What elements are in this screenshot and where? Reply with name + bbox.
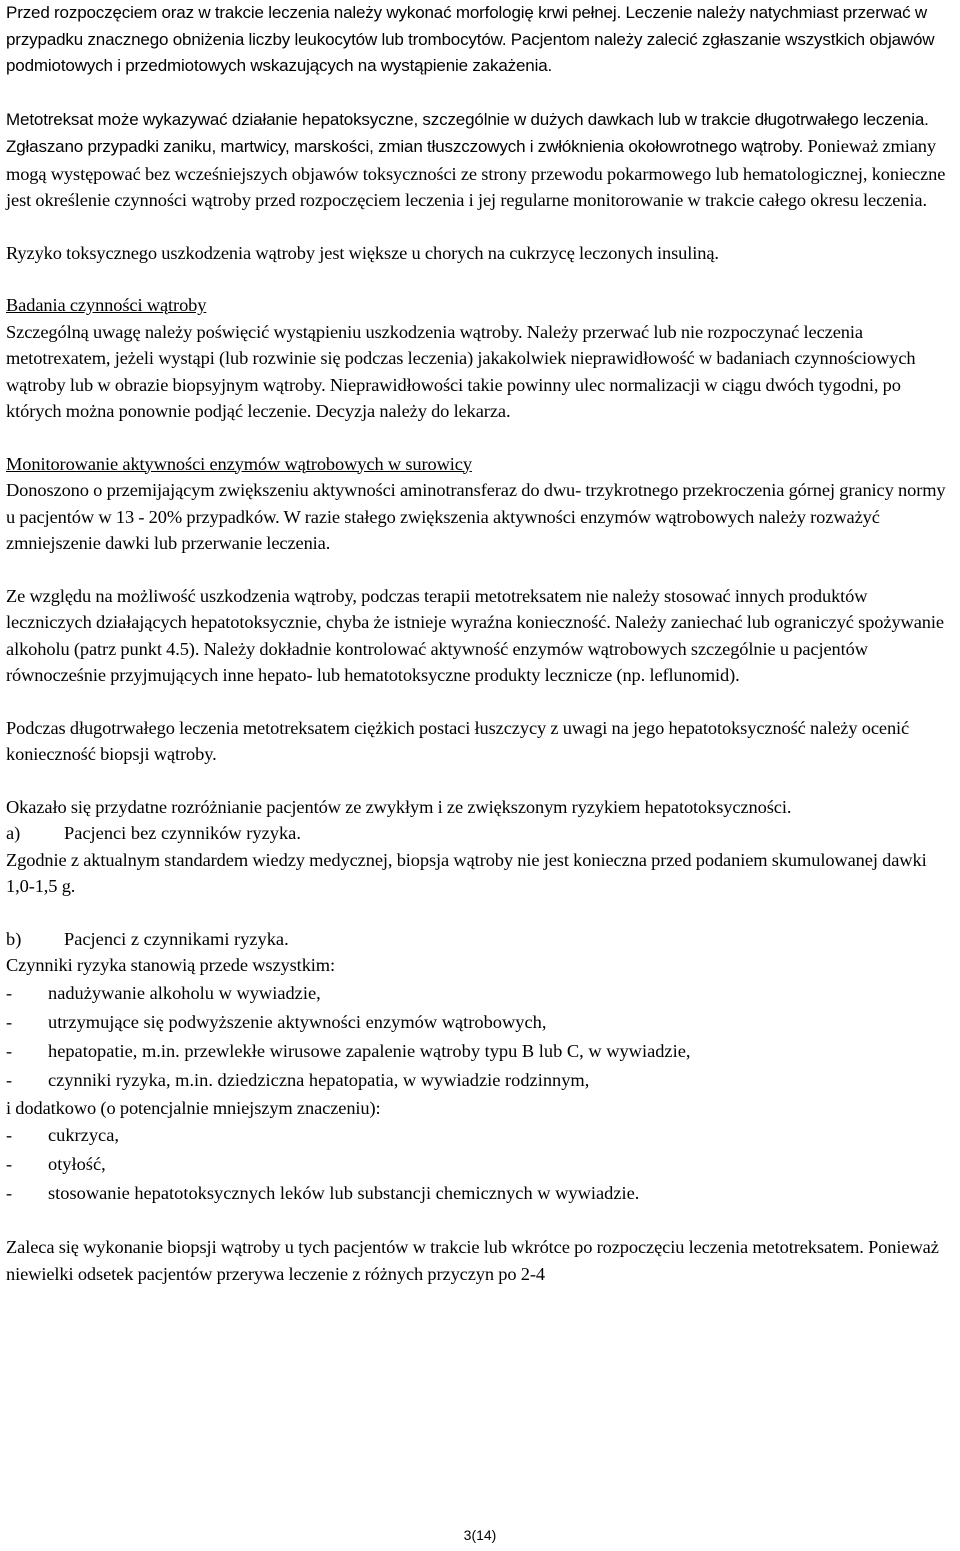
list-item bbox=[6, 1037, 956, 1066]
dash-marker: - bbox=[6, 1125, 13, 1145]
dash-marker: - bbox=[6, 1011, 13, 1032]
page-number: 3(14) bbox=[463, 1527, 497, 1543]
list-item-a bbox=[6, 820, 956, 847]
paragraph-diabetes-risk: Ryzyko toksycznego uszkodzenia wątroby jest większe u chorych na cukrzycę leczonych insuliną. bbox=[6, 242, 719, 263]
paragraph-hepatotoxicity bbox=[6, 106, 956, 214]
paragraph-blood-count: Przed rozpoczęciem oraz w trakcie leczenia należy wykonać morfologię krwi pełnej. Leczenie należy natychmiast przerwać w przypadku znacznego obniżenia liczby leukocytów lub trombocytów. Pacjentom należy zalecić zgłaszanie wszystkich objawów podmiotowych i przedmiotowych wskazujących na wystąpienie zakażenia. bbox=[6, 3, 935, 75]
paragraph-risk-factors-intro: Czynniki ryzyka stanowią przede wszystkim: bbox=[6, 955, 336, 975]
paragraph-no-biopsy: Zgodnie z aktualnym standardem wiedzy medycznej, biopsja wątroby nie jest konieczna przed podaniem skumulowanej dawki 1,0-1,5 g. bbox=[6, 849, 927, 896]
list-item-text: hepatopatie, m.in. przewlekłe wirusowe zapalenie wątroby typu B lub C, w wywiadzie, bbox=[48, 1040, 691, 1061]
dash-marker: - bbox=[6, 1154, 13, 1174]
dash-marker: - bbox=[6, 1040, 13, 1061]
list-item-text: stosowanie hepatotoksycznych leków lub substancji chemicznych w wywiadzie. bbox=[48, 1183, 640, 1203]
list-marker-b: b) bbox=[6, 928, 22, 949]
document-page bbox=[6, 0, 956, 1287]
hepatotoxicity-serif-text: Ponieważ zmiany mogą występować bez wcześniejszych objawów toksyczności ze strony przewodu pokarmowego lub hematologicznej, konieczne jest określenie czynności wątroby przed rozpoczęciem leczenia i jej regularne monitorowanie w trakcie całego okresu leczenia. bbox=[6, 136, 946, 210]
list-item bbox=[6, 1066, 956, 1095]
paragraph-enzyme-monitoring: Donoszono o przemijającym zwiększeniu aktywności aminotransferaz do dwu- trzykrotnego przekroczenia górnej granicy normy u pacjentów w 13 - 20% przypadków. W razie stałego zwiększenia aktywności enzymów wątrobowych należy rozważyć zmniejszenie dawki lub przerwanie leczenia. bbox=[6, 480, 946, 553]
paragraph-risk-groups: Okazało się przydatne rozróżnianie pacjentów ze zwykłym i ze zwiększonym ryzykiem hepatotoksyczności. bbox=[6, 796, 792, 817]
dash-marker: - bbox=[6, 982, 13, 1003]
heading-enzyme-monitoring: Monitorowanie aktywności enzymów wątrobowych w surowicy bbox=[6, 453, 472, 474]
list-text-b: Pacjenci z czynnikami ryzyka. bbox=[64, 928, 289, 949]
list-item bbox=[6, 1121, 956, 1150]
list-item bbox=[6, 979, 956, 1008]
list-marker-a: a) bbox=[6, 823, 21, 843]
list-item-text: otyłość, bbox=[48, 1154, 106, 1174]
paragraph-biopsy-psoriasis: Podczas długotrwałego leczenia metotreksatem ciężkich postaci łuszczycy z uwagi na jego hepatotoksyczność należy ocenić konieczność biopsji wątroby. bbox=[6, 717, 910, 764]
paragraph-additional-factors-intro: i dodatkowo (o potencjalnie mniejszym znaczeniu): bbox=[6, 1097, 381, 1118]
heading-liver-function-tests: Badania czynności wątroby bbox=[6, 295, 207, 315]
list-text-a: Pacjenci bez czynników ryzyka. bbox=[64, 823, 301, 843]
paragraph-biopsy-recommendation: Zaleca się wykonanie biopsji wątroby u tych pacjentów w trakcie lub wkrótce po rozpoczęciu leczenia metotreksatem. Ponieważ niewielki odsetek pacjentów przerywa leczenie z różnych przyczyn po 2-4 bbox=[6, 1237, 939, 1284]
paragraph-liver-function-tests: Szczególną uwagę należy poświęcić wystąpieniu uszkodzenia wątroby. Należy przerwać lub nie rozpoczynać leczenia metotrexatem, jeżeli wystąpi (lub rozwinie się podczas leczenia) jakakolwiek nieprawidłowość w badaniach czynnościowych wątroby lub w obrazie biopsyjnym wątroby. Nieprawidłowości takie powinny ulec normalizacji w ciągu dwóch tygodni, po których można ponownie podjąć leczenie. Decyzja należy do lekarza. bbox=[6, 321, 916, 421]
dash-marker: - bbox=[6, 1183, 13, 1203]
list-item bbox=[6, 1008, 956, 1037]
list-item-text: utrzymujące się podwyższenie aktywności enzymów wątrobowych, bbox=[48, 1011, 547, 1032]
dash-marker: - bbox=[6, 1069, 13, 1090]
list-item bbox=[6, 1179, 956, 1208]
paragraph-hepatotoxic-drugs: Ze względu na możliwość uszkodzenia wątroby, podczas terapii metotreksatem nie należy stosować innych produktów leczniczych działających hepatotoksycznie, chyba że istnieje wyraźna konieczność. Należy zaniechać lub ograniczyć spożywanie alkoholu (patrz punkt 4.5). Należy dokładnie kontrolować aktywność enzymów wątrobowych szczególnie u pacjentów równocześnie przyjmujących inne hepato- lub hematotoksyczne produkty lecznicze (np. leflunomid). bbox=[6, 585, 944, 685]
list-item-text: czynniki ryzyka, m.in. dziedziczna hepatopatia, w wywiadzie rodzinnym, bbox=[48, 1069, 590, 1090]
list-item bbox=[6, 1150, 956, 1179]
list-item-text: nadużywanie alkoholu w wywiadzie, bbox=[48, 982, 321, 1003]
list-item-b bbox=[6, 926, 956, 953]
list-item-text: cukrzyca, bbox=[48, 1125, 119, 1145]
hepatotoxicity-sans-text: Metotreksat może wykazywać działanie hepatoksyczne, szczególnie w dużych dawkach lub w trakcie długotrwałego leczenia. Zgłaszano przypadki zaniku, martwicy, marskości, zmian tłuszczowych i zwłóknienia okołowrotnego wątroby. bbox=[6, 109, 929, 156]
